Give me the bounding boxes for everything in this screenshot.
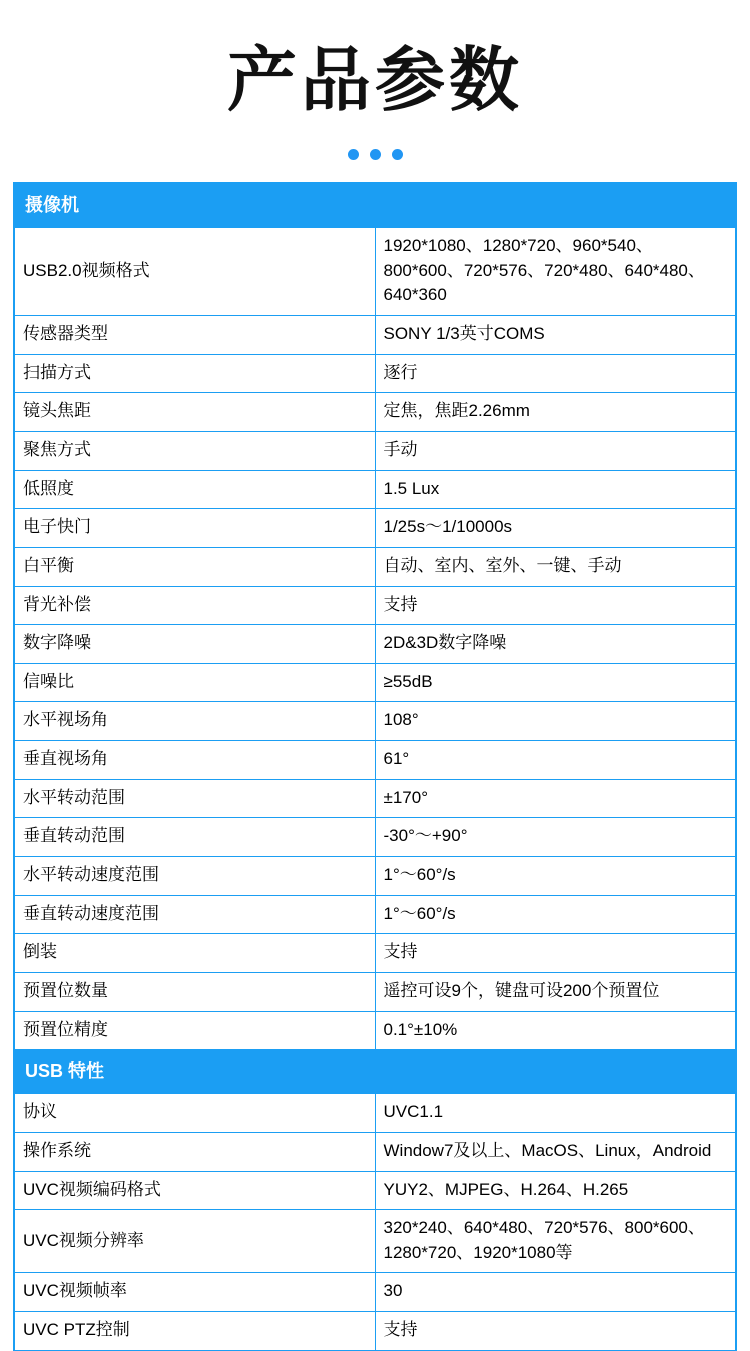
spec-value: 30: [375, 1273, 736, 1312]
table-row: [15, 586, 736, 625]
spec-value: 支持: [375, 934, 736, 973]
spec-value: 支持: [375, 586, 736, 625]
spec-section-header: [15, 184, 736, 228]
spec-key: 电子快门: [15, 509, 376, 548]
spec-key: 水平转动速度范围: [15, 856, 376, 895]
spec-key: USB2.0视频格式: [15, 228, 376, 316]
table-row: [15, 702, 736, 741]
table-row: [15, 1011, 736, 1050]
table-row: [15, 547, 736, 586]
spec-key: 垂直转动速度范围: [15, 895, 376, 934]
spec-value: 定焦，焦距2.26mm: [375, 393, 736, 432]
table-row: [15, 741, 736, 780]
table-row: [15, 856, 736, 895]
table-row: [15, 663, 736, 702]
table-row: [15, 625, 736, 664]
spec-key: UVC视频分辨率: [15, 1210, 376, 1273]
spec-value: YUY2、MJPEG、H.264、H.265: [375, 1171, 736, 1210]
spec-value: 0.1°±10%: [375, 1011, 736, 1050]
spec-key: 扫描方式: [15, 354, 376, 393]
table-row: [15, 1210, 736, 1273]
spec-value: 1°～60°/s: [375, 856, 736, 895]
table-row: [15, 1273, 736, 1312]
table-row: [15, 895, 736, 934]
spec-value: 1.5 Lux: [375, 470, 736, 509]
spec-key: 数字降噪: [15, 625, 376, 664]
table-row: [15, 509, 736, 548]
spec-value: 遥控可设9个，键盘可设200个预置位: [375, 972, 736, 1011]
spec-table: [14, 183, 736, 1351]
spec-value: Window7及以上、MacOS、Linux，Android: [375, 1132, 736, 1171]
spec-value: 2D&3D数字降噪: [375, 625, 736, 664]
spec-key: 操作系统: [15, 1132, 376, 1171]
spec-key: 镜头焦距: [15, 393, 376, 432]
page-title: 产品参数: [227, 41, 523, 119]
table-row: [15, 354, 736, 393]
spec-value: 320*240、640*480、720*576、800*600、1280*720、1920*1080等: [375, 1210, 736, 1273]
spec-value: ±170°: [375, 779, 736, 818]
spec-value: 逐行: [375, 354, 736, 393]
spec-value: UVC1.1: [375, 1094, 736, 1133]
table-row: [15, 228, 736, 316]
spec-value: SONY 1/3英寸COMS: [375, 316, 736, 355]
spec-key: 白平衡: [15, 547, 376, 586]
spec-value: 108°: [375, 702, 736, 741]
spec-table-body: [15, 184, 736, 1351]
spec-key: 传感器类型: [15, 316, 376, 355]
dot-icon: [348, 149, 359, 160]
spec-value: 1920*1080、1280*720、960*540、800*600、720*576、720*480、640*480、640*360: [375, 228, 736, 316]
spec-value: ≥55dB: [375, 663, 736, 702]
table-row: [15, 1094, 736, 1133]
spec-value: 1°～60°/s: [375, 895, 736, 934]
spec-key: 协议: [15, 1094, 376, 1133]
table-row: [15, 316, 736, 355]
spec-key: 信噪比: [15, 663, 376, 702]
spec-value: 61°: [375, 741, 736, 780]
spec-value: 自动、室内、室外、一键、手动: [375, 547, 736, 586]
table-row: [15, 779, 736, 818]
dot-icon: [392, 149, 403, 160]
spec-value: -30°～+90°: [375, 818, 736, 857]
spec-key: UVC视频帧率: [15, 1273, 376, 1312]
table-row: [15, 1132, 736, 1171]
spec-key: 垂直视场角: [15, 741, 376, 780]
spec-key: 背光补偿: [15, 586, 376, 625]
table-row: [15, 470, 736, 509]
dot-icon: [370, 149, 381, 160]
spec-value: 1/25s～1/10000s: [375, 509, 736, 548]
table-row: [15, 1171, 736, 1210]
spec-key: 预置位精度: [15, 1011, 376, 1050]
spec-key: 预置位数量: [15, 972, 376, 1011]
table-row: [15, 972, 736, 1011]
table-row: [15, 818, 736, 857]
table-row: [15, 1312, 736, 1351]
table-row: [15, 934, 736, 973]
spec-key: 垂直转动范围: [15, 818, 376, 857]
table-row: [15, 393, 736, 432]
spec-key: 水平视场角: [15, 702, 376, 741]
spec-value: 手动: [375, 431, 736, 470]
spec-key: 水平转动范围: [15, 779, 376, 818]
spec-key: 倒装: [15, 934, 376, 973]
spec-key: UVC视频编码格式: [15, 1171, 376, 1210]
spec-key: 低照度: [15, 470, 376, 509]
spec-value: 支持: [375, 1312, 736, 1351]
spec-key: 聚焦方式: [15, 431, 376, 470]
table-row: [15, 431, 736, 470]
spec-key: UVC PTZ控制: [15, 1312, 376, 1351]
spec-section-header: [15, 1050, 736, 1094]
decorative-dots: [0, 149, 750, 160]
spec-section-label: USB 特性: [15, 1050, 736, 1094]
spec-section-label: 摄像机: [15, 184, 736, 228]
spec-table-container: [13, 182, 737, 1351]
